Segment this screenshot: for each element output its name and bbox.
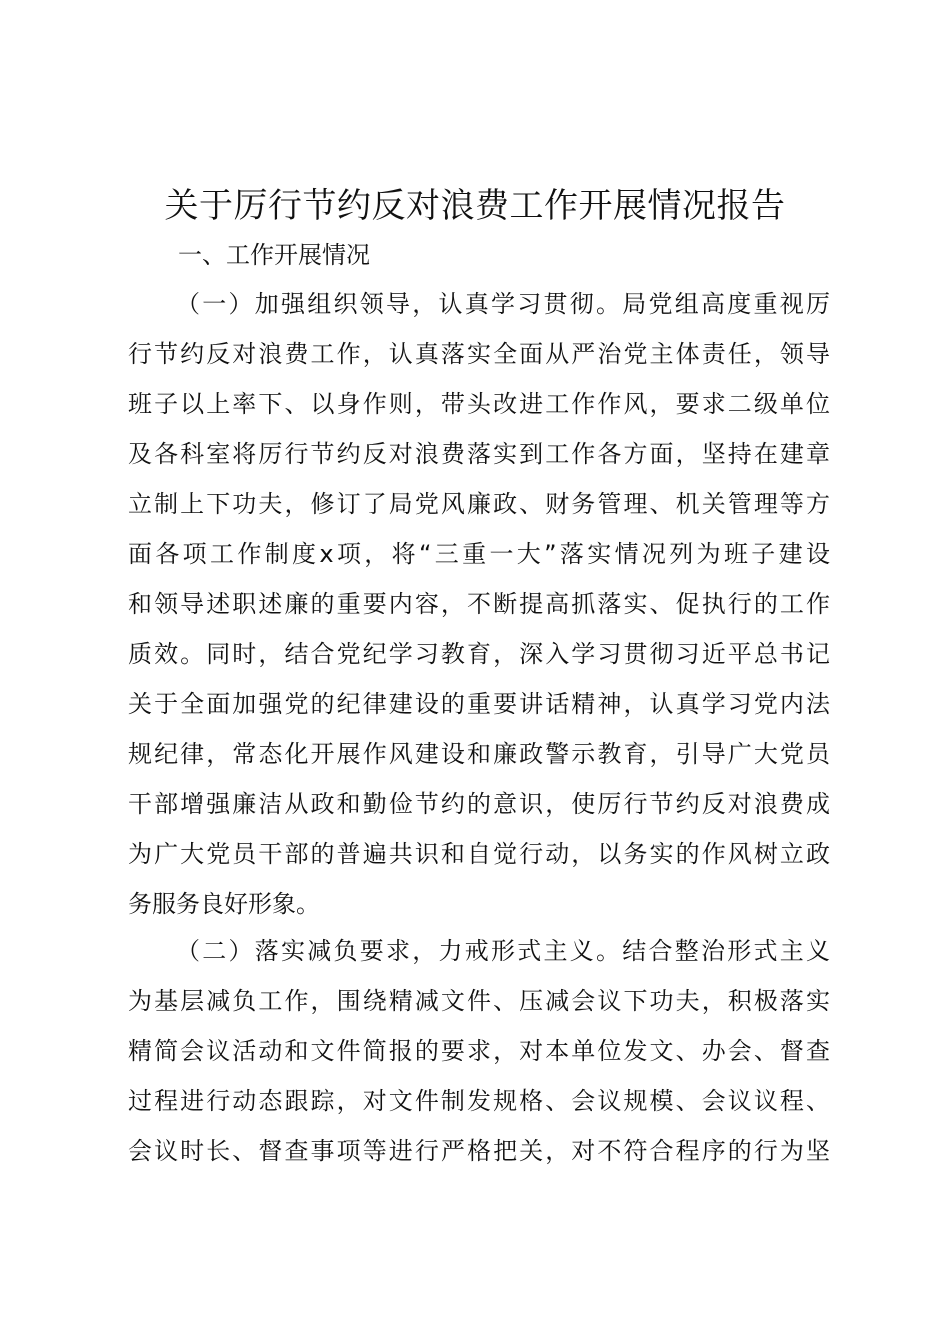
paragraph-line: 精简会议活动和文件简报的要求，对本单位发文、办会、督查 xyxy=(128,1037,830,1065)
paragraph-line: 过程进行动态跟踪，对文件制发规格、会议规模、会议议程、 xyxy=(128,1087,830,1115)
paragraph-line: 面各项工作制度x项，将“三重一大”落实情况列为班子建设 xyxy=(128,540,830,568)
paragraph-line: 及各科室将厉行节约反对浪费落实到工作各方面，坚持在建章 xyxy=(128,440,830,468)
paragraph-line: 关于全面加强党的纪律建设的重要讲话精神，认真学习党内法 xyxy=(128,690,830,718)
paragraph-line: 立制上下功夫，修订了局党风廉政、财务管理、机关管理等方 xyxy=(128,490,830,518)
document-title: 关于厉行节约反对浪费工作开展情况报告 xyxy=(164,186,786,226)
paragraph-line: 为广大党员干部的普遍共识和自觉行动，以务实的作风树立政 xyxy=(128,840,830,868)
paragraph-line: 质效。同时，结合党纪学习教育，深入学习贯彻习近平总书记 xyxy=(128,640,830,668)
section-heading: 一、工作开展情况 xyxy=(178,241,370,269)
paragraph-line: 和领导述职述廉的重要内容，不断提高抓落实、促执行的工作 xyxy=(128,590,830,618)
paragraph-line: （二）落实减负要求，力戒形式主义。结合整治形式主义 xyxy=(176,937,830,965)
paragraph-line: （一）加强组织领导，认真学习贯彻。局党组高度重视厉 xyxy=(176,290,830,318)
paragraph-line: 会议时长、督查事项等进行严格把关，对不符合程序的行为坚 xyxy=(128,1137,830,1165)
paragraph-line: 务服务良好形象。 xyxy=(128,890,320,918)
paragraph-line: 干部增强廉洁从政和勤俭节约的意识，使厉行节约反对浪费成 xyxy=(128,790,830,818)
paragraph-2 xyxy=(128,926,830,1176)
paragraph-line: 为基层减负工作，围绕精减文件、压减会议下功夫，积极落实 xyxy=(128,987,830,1015)
paragraph-line: 班子以上率下、以身作则，带头改进工作作风，要求二级单位 xyxy=(128,390,830,418)
paragraph-line: 规纪律，常态化开展作风建设和廉政警示教育，引导广大党员 xyxy=(128,740,830,768)
paragraph-1 xyxy=(128,279,830,929)
paragraph-line: 行节约反对浪费工作，认真落实全面从严治党主体责任，领导 xyxy=(128,340,830,368)
